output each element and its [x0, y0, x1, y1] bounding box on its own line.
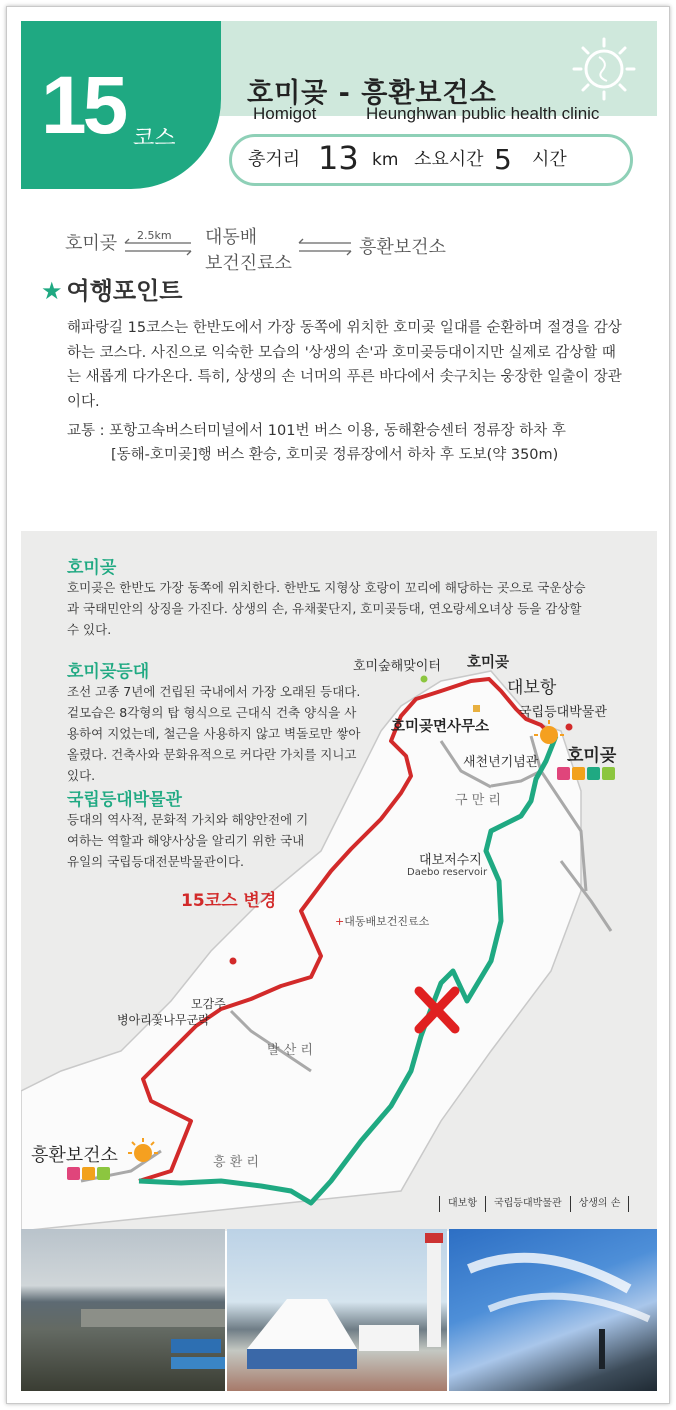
title-en-end: Heunghwan public health clinic [366, 104, 600, 123]
total-distance-value: 13 [318, 139, 359, 177]
label-mogamju-1: 모감주 [191, 997, 226, 1011]
transport-info [67, 419, 633, 467]
route-segment-distance: 2.5km [137, 229, 172, 242]
route-middle-line1: 대동배 [205, 227, 258, 248]
desc-title-lighthouse: 호미곶등대 [67, 662, 150, 682]
travel-points-heading [41, 271, 182, 306]
desc-title-homigot: 호미곶 [67, 558, 117, 578]
label-balsan-ri: 발 산 리 [267, 1043, 313, 1058]
route-end: 흥환보건소 [359, 237, 446, 258]
label-daebo-reservoir-ko: 대보저수지 [419, 853, 482, 868]
route-middle-line2: 보건진료소 [205, 253, 292, 274]
photo-lighthouse-museum [227, 1229, 447, 1391]
desc-text-homigot: 호미곶은 한반도 가장 동쪽에 위치한다. 한반도 지형상 호랑이 꼬리에 해당하는 곳으로 국운상승과 국태민안의 상징을 가진다. 상생의 손, 유채꽃단지, 호미곶등대, 연오랑세오녀상 등을 감상할 수 있다. [67, 580, 586, 637]
desc-text-museum: 등대의 역사적, 문화적 가치와 해양안전에 기여하는 역할과 해양사상을 알리기 위한 국내 유일의 국립등대전문박물관이다. [67, 812, 309, 869]
course-number: 15 [41, 60, 125, 151]
label-start-point: 흥환보건소 [31, 1145, 118, 1166]
duration-label: 소요시간 [414, 149, 484, 170]
label-clinic-point: +대동배보건진료소 [335, 915, 430, 928]
course-changed-note: 15코스 변경 [181, 891, 277, 911]
seaside-illustration [449, 1229, 657, 1391]
course-map [21, 531, 657, 1231]
amenity-icons-start [67, 1167, 110, 1180]
label-lighthouse-museum: 국립등대박물관 [519, 705, 607, 720]
transport-line2: [동해-호미곶]행 버스 환승, 호미곶 정류장에서 하차 후 도보(약 350m) [111, 447, 559, 463]
travel-points-body: 해파랑길 15코스는 한반도에서 가장 동쪽에 위치한 호미곶 일대를 순환하며 절경을 감상하는 코스다. 사진으로 익숙한 모습의 '상생의 손'과 호미곶등대이지만 실제로 감상할 때는 새롭게 다가온다. 특히, 상생의 손 너머의 푸른 바다에서 솟구치는 웅장한 일출이 장관이다. [67, 320, 622, 410]
photo-hand-of-harmony [449, 1229, 657, 1391]
page-title: 호미곶 - 흥환보건소 [247, 78, 497, 109]
label-homigot-top: 호미곶 [467, 655, 510, 671]
label-homigot-marker: 호미곶 [567, 746, 617, 766]
photo-strip [21, 1229, 657, 1391]
label-mogamju-2: 병아리꽃나무군락 [117, 1013, 210, 1027]
label-daebo-reservoir-en: Daebo reservoir [407, 867, 488, 878]
total-distance-label: 총거리 [248, 149, 301, 170]
label-daebo-port: 대보항 [507, 678, 557, 698]
duration-unit: 시간 [532, 149, 567, 170]
total-distance-unit: km [372, 150, 399, 170]
page-frame [6, 6, 670, 1404]
course-unit: 코스 [133, 126, 176, 151]
label-sunrise-forest: 호미숲해맞이터 [353, 659, 441, 674]
label-township-office: 호미곶면사무소 [391, 719, 490, 735]
star-icon: ★ [41, 277, 63, 305]
duration-value: 5 [494, 143, 512, 176]
label-guman-ri: 구 만 리 [455, 793, 501, 808]
museum-illustration [227, 1229, 447, 1391]
photo-labels [439, 1196, 629, 1212]
transport-line1: 교통 : 포항고속버스터미널에서 101번 버스 이용, 동해환승센터 정류장 하차 후 [67, 423, 566, 439]
course-card [21, 21, 657, 1391]
travel-points-title: 여행포인트 [66, 277, 183, 305]
photo-label-2: 국립등대박물관 [485, 1196, 570, 1212]
photo-label-3: 상생의 손 [570, 1196, 630, 1212]
title-en-start: Homigot [253, 104, 317, 123]
amenity-icons-homigot [557, 767, 615, 780]
photo-daebo-port [21, 1229, 225, 1391]
label-clinic-point-text: 대동배보건진료소 [344, 915, 430, 928]
harbor-illustration [21, 1229, 225, 1391]
desc-title-museum: 국립등대박물관 [67, 790, 182, 810]
label-millennium-hall: 새천년기념관 [463, 755, 539, 770]
route-start: 호미곶 [65, 233, 118, 254]
label-heunghwan-ri: 흥 환 리 [213, 1155, 259, 1170]
desc-text-lighthouse: 조선 고종 7년에 건립된 국내에서 가장 오래된 등대다. 겉모습은 8각형의 탑 형식으로 근대식 건축 양식을 사용하여 지었는데, 철근을 사용하지 않고 벽돌로만 쌓아올렸다. 건축사와 문화유적으로 커다란 가치를 지니고 있다. [67, 684, 361, 783]
photo-label-1: 대보항 [439, 1196, 485, 1212]
